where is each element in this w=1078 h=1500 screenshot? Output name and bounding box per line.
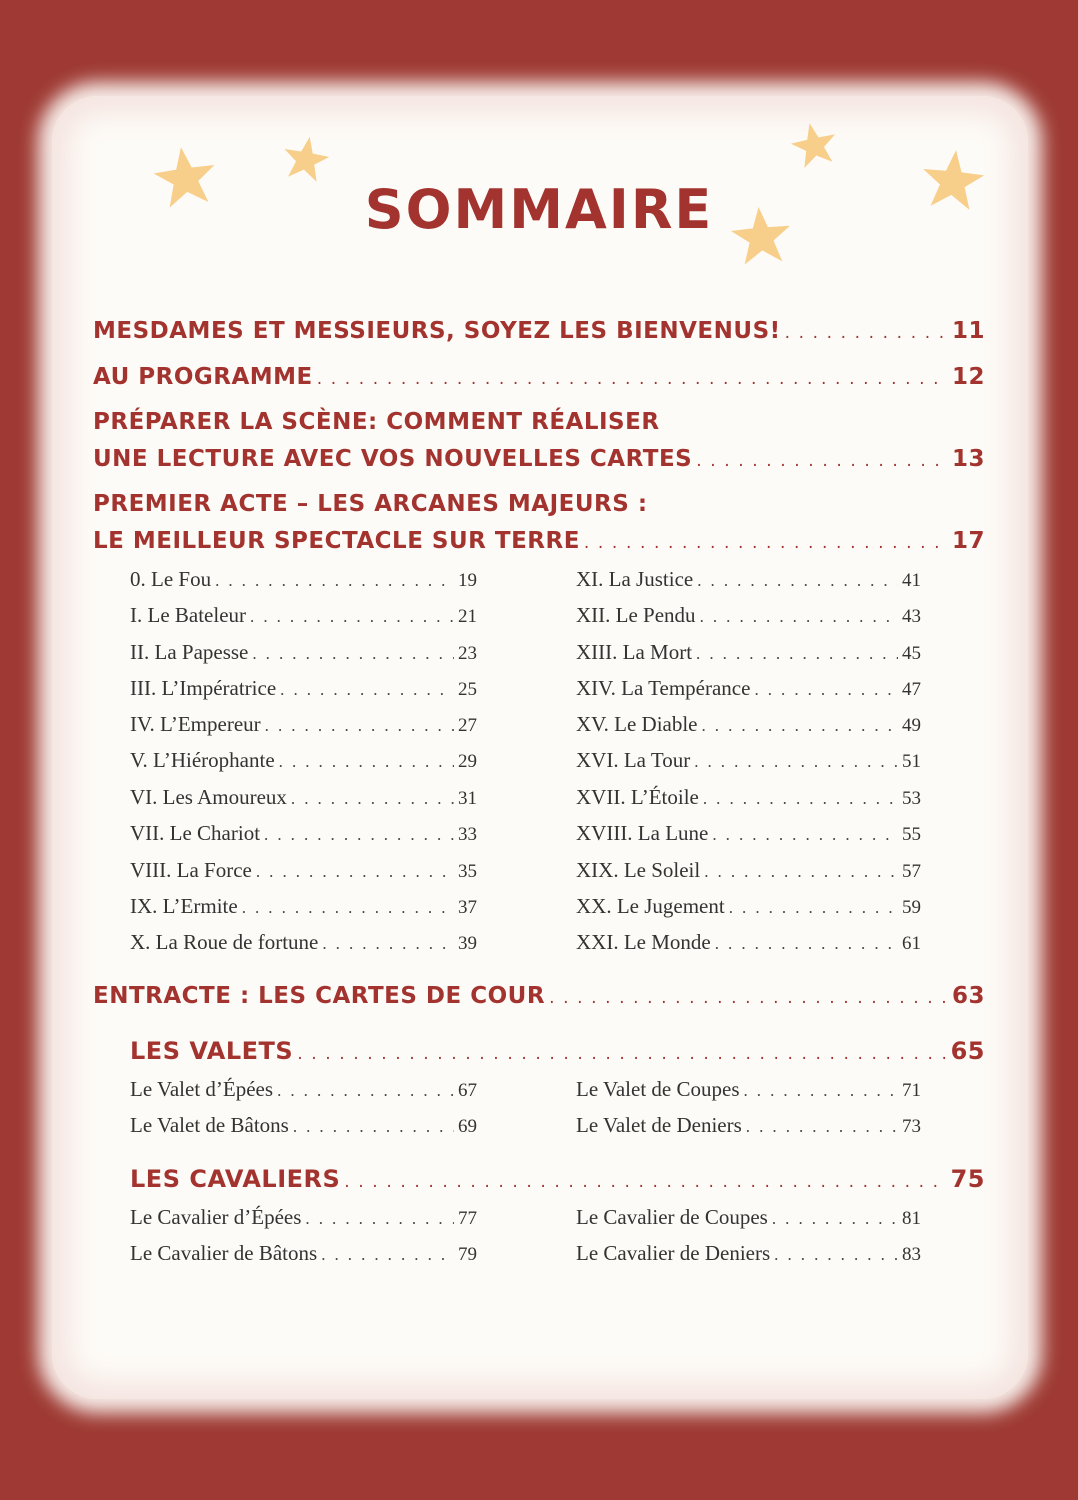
leader-dots <box>700 603 898 628</box>
toc-heading-cavaliers[interactable] <box>130 1165 985 1193</box>
toc-entry-label: VI. Les Amoureux <box>130 785 287 809</box>
toc-entry-label: Le Cavalier d’Épées <box>130 1205 302 1229</box>
toc-page-number: 19 <box>458 570 477 591</box>
leader-dots <box>549 983 948 1009</box>
toc-page-number: 35 <box>458 861 477 882</box>
toc-page-number: 33 <box>458 824 477 845</box>
leader-dots <box>242 894 454 919</box>
toc-page-number: 79 <box>458 1244 477 1265</box>
toc-page-number: 57 <box>902 861 921 882</box>
toc-entry-label: Le Valet de Deniers <box>576 1113 742 1137</box>
leader-dots <box>265 712 454 737</box>
toc-entry-label: Le Cavalier de Bâtons <box>130 1241 318 1265</box>
leader-dots <box>291 785 454 810</box>
toc-page-number: 71 <box>902 1080 921 1101</box>
toc-heading-welcome[interactable] <box>93 318 985 344</box>
leader-dots <box>772 1205 898 1230</box>
toc-heading-valets[interactable] <box>130 1037 985 1065</box>
toc-page-number: 13 <box>951 446 985 472</box>
toc-page-number: 55 <box>902 824 921 845</box>
toc-heading-label: LES CAVALIERS <box>130 1165 341 1193</box>
toc-entry-label: XI. La Justice <box>576 567 694 591</box>
toc-entry-label: VII. Le Chariot <box>130 821 261 845</box>
leader-dots <box>746 1113 898 1138</box>
toc-entry-label: Le Valet d’Épées <box>130 1077 274 1101</box>
toc-entry-label: XX. Le Jugement <box>576 894 725 918</box>
toc-entry[interactable] <box>130 1077 477 1102</box>
toc-page-number: 49 <box>902 715 921 736</box>
toc-entry-label: I. Le Bateleur <box>130 603 247 627</box>
toc-entry-label: Le Cavalier de Deniers <box>576 1241 771 1265</box>
toc-entry[interactable] <box>576 894 921 919</box>
toc-entry[interactable] <box>130 1241 477 1266</box>
leader-dots <box>252 640 454 665</box>
toc-page-number: 37 <box>458 897 477 918</box>
leader-dots <box>321 1241 454 1266</box>
toc-entry-label: V. L’Hiérophante <box>130 748 275 772</box>
star-icon <box>786 117 843 172</box>
leader-dots <box>305 1205 454 1230</box>
leader-dots <box>279 748 454 773</box>
leader-dots <box>696 640 898 665</box>
toc-entry[interactable] <box>130 858 477 883</box>
toc-entry-label: Le Cavalier de Coupes <box>576 1205 768 1229</box>
toc-entry[interactable] <box>576 1205 921 1230</box>
toc-heading-preparer-line1[interactable]: PRÉPARER LA SCÈNE: COMMENT RÉALISER <box>93 409 660 435</box>
toc-entry-label: VIII. La Force <box>130 858 252 882</box>
toc-page-number: 21 <box>458 606 477 627</box>
toc-entry-label: 0. Le Fou <box>130 567 212 591</box>
leader-dots <box>715 930 898 955</box>
toc-entry[interactable] <box>130 894 477 919</box>
toc-entry[interactable] <box>576 821 921 846</box>
leader-dots <box>344 1165 946 1193</box>
toc-page-number: 31 <box>458 788 477 809</box>
toc-entry[interactable] <box>576 712 921 737</box>
toc-entry-label: XII. Le Pendu <box>576 603 696 627</box>
toc-page-number: 69 <box>458 1116 477 1137</box>
page-title: SOMMAIRE <box>364 178 714 241</box>
leader-dots <box>697 567 898 592</box>
leader-dots <box>215 567 454 592</box>
toc-entry[interactable] <box>576 603 921 628</box>
toc-entry-label: X. La Roue de fortune <box>130 930 319 954</box>
toc-entry[interactable] <box>576 676 921 701</box>
toc-entry-label: Le Valet de Bâtons <box>130 1113 289 1137</box>
toc-entry[interactable] <box>130 712 477 737</box>
leader-dots <box>322 930 454 955</box>
toc-page-number: 53 <box>902 788 921 809</box>
toc-entry-label: XIX. Le Soleil <box>576 858 701 882</box>
toc-entry[interactable] <box>576 1077 921 1102</box>
toc-entry[interactable] <box>576 930 921 955</box>
toc-page-number: 39 <box>458 933 477 954</box>
leader-dots <box>264 821 454 846</box>
toc-heading-label: AU PROGRAMME <box>93 364 313 390</box>
leader-dots <box>280 676 454 701</box>
toc-entry[interactable] <box>576 567 921 592</box>
toc-entry[interactable] <box>130 1205 477 1230</box>
toc-page-number: 51 <box>902 751 921 772</box>
toc-entry[interactable] <box>576 858 921 883</box>
toc-page-number: 29 <box>458 751 477 772</box>
toc-entry[interactable] <box>130 930 477 955</box>
leader-dots <box>785 318 948 344</box>
toc-page-number: 25 <box>458 679 477 700</box>
toc-entry-label: Le Valet de Coupes <box>576 1077 740 1101</box>
toc-entry-label: XVI. La Tour <box>576 748 691 772</box>
leader-dots <box>584 528 948 554</box>
toc-entry-label: XIII. La Mort <box>576 640 693 664</box>
toc-heading-label: LE MEILLEUR SPECTACLE SUR TERRE <box>93 528 580 554</box>
toc-heading-label: MESDAMES ET MESSIEURS, SOYEZ LES BIENVENUS! <box>93 318 781 344</box>
toc-entry[interactable] <box>130 748 477 773</box>
leader-dots <box>703 785 898 810</box>
toc-page-number: 17 <box>951 528 985 554</box>
leader-dots <box>774 1241 898 1266</box>
toc-entry[interactable] <box>576 1241 921 1266</box>
toc-heading-premier-acte[interactable] <box>93 528 985 554</box>
leader-dots <box>694 748 898 773</box>
leader-dots <box>702 712 899 737</box>
leader-dots <box>277 1077 454 1102</box>
toc-entry[interactable] <box>576 1113 921 1138</box>
toc-page-number: 65 <box>950 1037 985 1065</box>
toc-heading-label: ENTRACTE : LES CARTES DE COUR <box>93 983 546 1009</box>
leader-dots <box>317 364 948 390</box>
toc-heading-entracte[interactable] <box>93 983 985 1009</box>
leader-dots <box>696 446 948 472</box>
toc-heading-programme[interactable] <box>93 364 985 390</box>
toc-heading-premier-acte-line1[interactable]: PREMIER ACTE – LES ARCANES MAJEURS : <box>93 491 648 517</box>
leader-dots <box>712 821 898 846</box>
toc-entry[interactable] <box>130 821 477 846</box>
toc-page-number: 81 <box>902 1208 921 1229</box>
toc-page-number: 59 <box>902 897 921 918</box>
toc-page-number: 12 <box>951 364 985 390</box>
toc-heading-label: UNE LECTURE AVEC VOS NOUVELLES CARTES <box>93 446 693 472</box>
toc-entry[interactable] <box>130 640 477 665</box>
toc-heading-label: LES VALETS <box>130 1037 294 1065</box>
toc-entry[interactable] <box>576 640 921 665</box>
leader-dots <box>256 858 454 883</box>
toc-heading-preparer[interactable] <box>93 446 985 472</box>
toc-page-number: 45 <box>902 643 921 664</box>
toc-entry-label: XXI. Le Monde <box>576 930 711 954</box>
toc-page-number: 61 <box>902 933 921 954</box>
toc-page-number: 83 <box>902 1244 921 1265</box>
toc-entry-label: IV. L’Empereur <box>130 712 261 736</box>
toc-entry-label: IX. L’Ermite <box>130 894 238 918</box>
toc-page-number: 73 <box>902 1116 921 1137</box>
toc-entry-label: XV. Le Diable <box>576 712 698 736</box>
toc-entry-label: III. L’Impératrice <box>130 676 277 700</box>
toc-page-number: 43 <box>902 606 921 627</box>
star-icon <box>277 131 334 185</box>
toc-entry[interactable] <box>576 785 921 810</box>
toc-page-number: 27 <box>458 715 477 736</box>
toc-entry[interactable] <box>130 1113 477 1138</box>
leader-dots <box>704 858 898 883</box>
toc-page-number: 41 <box>902 570 921 591</box>
toc-entry-label: XVIII. La Lune <box>576 821 709 845</box>
leader-dots <box>293 1113 454 1138</box>
toc-page-number: 77 <box>458 1208 477 1229</box>
toc-page-number: 47 <box>902 679 921 700</box>
toc-entry[interactable] <box>130 676 477 701</box>
leader-dots <box>250 603 454 628</box>
toc-entry-label: II. La Papesse <box>130 640 249 664</box>
toc-entry[interactable] <box>130 603 477 628</box>
toc-page-number: 23 <box>458 643 477 664</box>
toc-page-number: 67 <box>458 1080 477 1101</box>
leader-dots <box>754 676 898 701</box>
leader-dots <box>729 894 898 919</box>
toc-entry[interactable] <box>130 785 477 810</box>
toc-entry[interactable] <box>576 748 921 773</box>
toc-entry-label: XVII. L’Étoile <box>576 785 699 809</box>
leader-dots <box>744 1077 899 1102</box>
toc-page-number: 63 <box>951 983 985 1009</box>
toc-entry-label: XIV. La Tempérance <box>576 676 751 700</box>
toc-page-number: 75 <box>950 1165 985 1193</box>
toc-page-number: 11 <box>951 318 985 344</box>
leader-dots <box>297 1037 946 1065</box>
toc-entry[interactable] <box>130 567 477 592</box>
